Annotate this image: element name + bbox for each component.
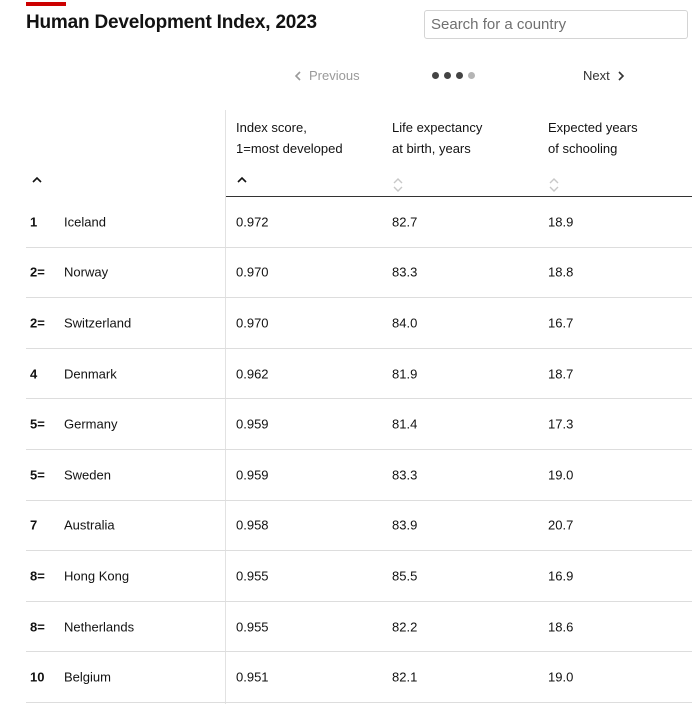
schooling-cell: 19.0 [548,467,574,483]
search-input[interactable] [424,10,688,39]
index-cell: 0.970 [236,264,269,280]
column-header-life-line2: at birth, years [392,141,471,156]
life-expectancy-cell: 83.9 [392,517,418,533]
schooling-cell: 20.7 [548,517,574,533]
page-title: Human Development Index, 2023 [26,12,317,33]
country-cell: Germany [64,416,118,432]
country-cell: Australia [64,517,115,533]
rank-cell: 2= [30,315,45,331]
table-row [26,399,692,450]
rank-cell: 4 [30,366,38,382]
table-body [26,197,692,703]
life-expectancy-cell: 82.1 [392,669,418,685]
chevron-right-icon [616,71,626,81]
country-cell: Netherlands [64,619,135,635]
schooling-cell: 18.7 [548,366,574,382]
schooling-cell: 18.8 [548,264,574,280]
life-expectancy-cell: 83.3 [392,264,418,280]
previous-button[interactable] [293,68,360,83]
column-header-school-line2: of schooling [548,141,618,156]
life-sort-unsorted-icon[interactable] [392,177,404,193]
accent-rule [26,2,66,6]
rank-sort-up-icon[interactable] [31,174,43,186]
index-cell: 0.972 [236,214,269,230]
table-row [26,349,692,400]
table-row [26,197,692,248]
table-row [26,551,692,602]
column-header-school-line1: Expected years [548,120,638,135]
country-cell: Denmark [64,366,117,382]
life-expectancy-cell: 81.4 [392,416,418,432]
rank-cell: 8= [30,619,45,635]
schooling-cell: 16.9 [548,568,574,584]
chevron-left-icon [293,71,303,81]
schooling-cell: 19.0 [548,669,574,685]
page-dot-3[interactable] [456,72,463,79]
column-header-index[interactable] [236,117,376,159]
index-cell: 0.962 [236,366,269,382]
table-row [26,501,692,552]
rank-cell: 7 [30,517,38,533]
schooling-cell: 17.3 [548,416,574,432]
index-sort-up-icon[interactable] [236,174,248,186]
page-indicator [432,72,475,79]
rank-cell: 2= [30,264,45,280]
country-cell: Norway [64,264,109,280]
rank-cell: 5= [30,416,45,432]
index-cell: 0.959 [236,467,269,483]
country-cell: Hong Kong [64,568,130,584]
next-button[interactable] [583,68,626,83]
index-cell: 0.959 [236,416,269,432]
table-row [26,248,692,299]
column-header-index-line2: 1=most developed [236,141,343,156]
index-cell: 0.958 [236,517,269,533]
life-expectancy-cell: 81.9 [392,366,418,382]
column-header-life-line1: Life expectancy [392,120,483,135]
rank-cell: 10 [30,669,45,685]
school-sort-unsorted-icon[interactable] [548,177,560,193]
index-cell: 0.951 [236,669,269,685]
rank-cell: 1 [30,214,38,230]
page-dot-1[interactable] [432,72,439,79]
country-cell: Belgium [64,669,111,685]
life-expectancy-cell: 83.3 [392,467,418,483]
table-row [26,602,692,653]
column-header-life[interactable] [392,117,532,159]
life-expectancy-cell: 82.2 [392,619,418,635]
country-cell: Sweden [64,467,111,483]
country-cell: Switzerland [64,315,132,331]
schooling-cell: 18.6 [548,619,574,635]
next-label: Next [583,68,610,83]
previous-label: Previous [309,68,360,83]
index-cell: 0.955 [236,619,269,635]
index-cell: 0.970 [236,315,269,331]
life-expectancy-cell: 84.0 [392,315,418,331]
index-cell: 0.955 [236,568,269,584]
column-header-school[interactable] [548,117,688,159]
rank-cell: 8= [30,568,45,584]
schooling-cell: 16.7 [548,315,574,331]
table-row [26,298,692,349]
table-row [26,450,692,501]
rank-cell: 5= [30,467,45,483]
country-cell: Iceland [64,214,106,230]
page-dot-2[interactable] [444,72,451,79]
life-expectancy-cell: 85.5 [392,568,418,584]
column-header-index-line1: Index score, [236,120,307,135]
page-dot-4[interactable] [468,72,475,79]
table-row [26,652,692,703]
schooling-cell: 18.9 [548,214,574,230]
life-expectancy-cell: 82.7 [392,214,418,230]
